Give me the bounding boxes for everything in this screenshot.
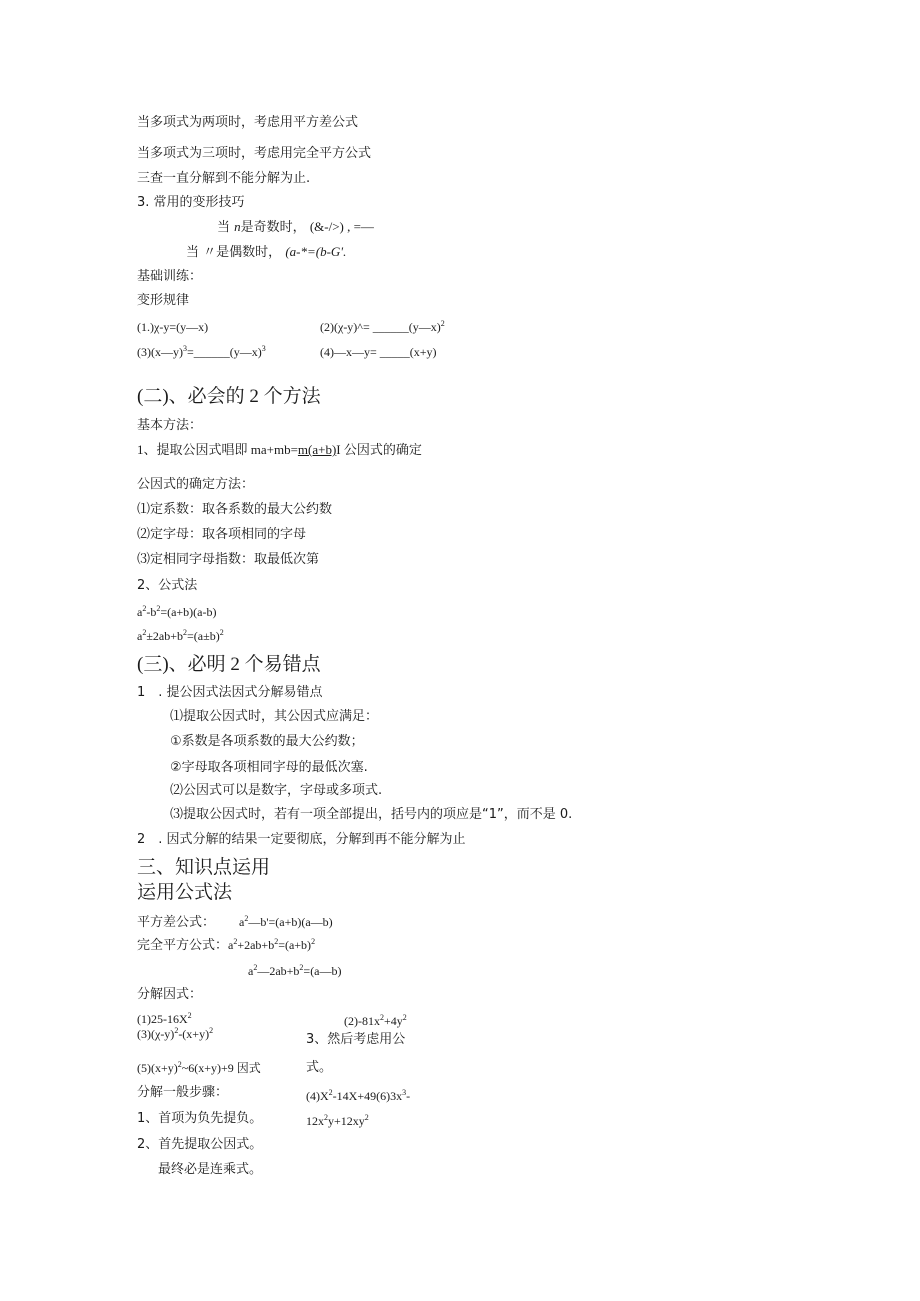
perfect-square-formula-1: $a^2+2ab+b^2=(a+b)^2$	[228, 937, 316, 952]
exercise-4: $(4)X^2-14X+49(6)3x^3-$	[306, 1088, 411, 1103]
formula-difference-of-squares: $a^2-b^2=(a+b)(a-b)$	[137, 604, 217, 619]
square-difference-label: 平方差公式：	[137, 914, 216, 929]
pitfall-2: 2 . 因式分解的结果一定要彻底，分解到再不能分解为止	[137, 832, 466, 847]
strategy-check: 三查一直分解到不能分解为止.	[137, 171, 311, 186]
exercise-1: $(1)25-16X^2$	[137, 1011, 192, 1026]
pitfall-1: 1 . 提公因式法因式分解易错点	[137, 685, 323, 700]
rule-coefficient: ⑴定系数：取各系数的最大公约数	[137, 502, 333, 517]
odd-var: n	[234, 219, 241, 234]
pitfall-1-sub-1b: ②字母取各项相同字母的最低次塞.	[170, 760, 368, 775]
section-3-heading: (三)、必明 2 个易错点	[137, 654, 321, 675]
basic-training-sub: 变形规律	[137, 293, 190, 308]
training-item-2: (2)(χ-y)^= ______(y—x)$^2$	[320, 319, 445, 334]
pitfall-1-sub-3: ⑶提取公因式时，若有一项全部提出，括号内的项应是“1”，而不是 0.	[170, 807, 573, 822]
basic-method-label: 基本方法：	[137, 417, 203, 432]
perfect-square-formula-2: $a^2—2ab+b^2=(a—b)$	[248, 963, 342, 978]
step-2: 2、首先提取公因式。	[137, 1137, 263, 1152]
part-3-subheading: 运用公式法	[137, 882, 233, 903]
final-note: 最终必是连乘式。	[158, 1162, 263, 1177]
exercise-2: $(2)-81x^2+4y^2$	[344, 1013, 407, 1028]
pitfall-1-sub-1: ⑴提取公因式时，其公因式应满足：	[170, 709, 379, 724]
perfect-square-label: 完全平方公式：	[137, 937, 229, 952]
basic-training-heading: 基础训练：	[137, 269, 203, 284]
pitfall-1-sub-1a: ①系数是各项系数的最大公约数；	[170, 734, 364, 749]
odd-text: 是奇数时，	[240, 220, 306, 235]
formula-heading: 2、公式法	[137, 578, 198, 593]
step-3-part-2: 式。	[306, 1060, 333, 1075]
exercise-4-continued: $12x^2y+12xy^2$	[306, 1113, 369, 1128]
rule-letters: ⑵定字母：取各项相同的字母	[137, 527, 307, 542]
section-2-heading: (二)、必会的 2 个方法	[137, 386, 321, 407]
training-item-1: (1.)χ-y=(y—x)	[137, 320, 209, 334]
odd-formula: (&-/>) , =—	[309, 219, 374, 234]
exercises-heading: 分解因式：	[137, 987, 203, 1002]
technique-odd	[217, 218, 374, 237]
even-label: 当	[186, 245, 200, 260]
determine-heading: 公因式的确定方法：	[137, 477, 255, 492]
step-3-part-1: 3、然后考虑用公	[306, 1032, 406, 1047]
strategy-two-terms: 当多项式为两项时，考虑用平方差公式	[137, 115, 359, 130]
step-1: 1、首项为负先提负。	[137, 1111, 263, 1126]
part-3-heading: 三、知识点运用	[137, 857, 271, 878]
techniques-heading: 3. 常用的变形技巧	[137, 195, 245, 210]
even-var: 〃	[203, 245, 217, 260]
rule-exponent: ⑶定相同字母指数：取最低次第	[137, 552, 320, 567]
training-item-4: (4)—x—y= _____(x+y)	[320, 345, 437, 359]
exercise-3: $(3)(\chi-y)^2-(x+y)^2$	[137, 1026, 214, 1041]
formula-perfect-square: $a^2\pm 2ab+b^2=(a\pm b)^2$	[137, 628, 224, 643]
technique-even	[186, 243, 346, 262]
odd-label: 当	[217, 220, 231, 235]
even-formula: (a-*=(b-G'.	[285, 244, 347, 259]
square-difference-formula: $a^2—b'=(a+b)(a—b)$	[239, 914, 333, 929]
training-item-3: (3)(x—y)$^3$=______(y—x)$^3$	[137, 344, 266, 359]
exercise-5: $(5)(x+y)^2\sim 6(x+y)+9$ 因式	[137, 1060, 261, 1075]
strategy-three-terms: 当多项式为三项时，考虑用完全平方公式	[137, 146, 372, 161]
pitfall-1-sub-2: ⑵公因式可以是数字，字母或多项式.	[170, 783, 383, 798]
even-text: 是偶数时，	[216, 245, 282, 260]
steps-heading: 分解一般步骤：	[137, 1085, 229, 1100]
method-1: 1、提取公因式唱即 ma+mb=m(a+b)I 公因式的确定	[137, 442, 422, 457]
